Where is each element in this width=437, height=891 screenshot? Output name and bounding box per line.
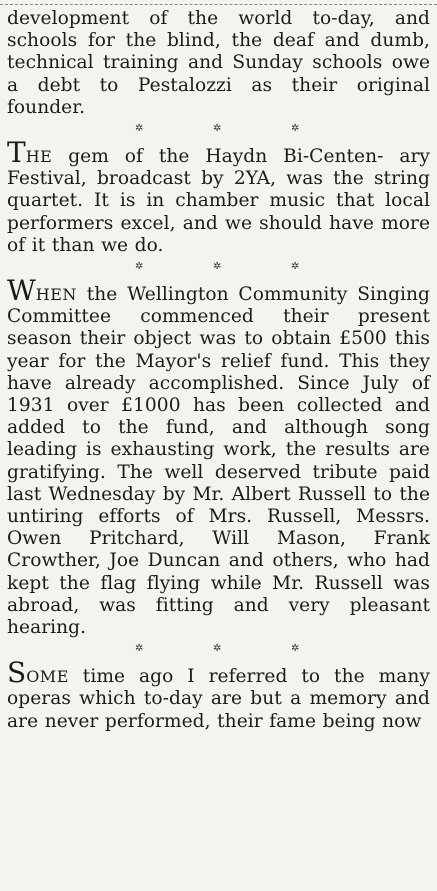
article-column: [7, 8, 430, 733]
asterism-icon: ✲: [213, 261, 222, 273]
drop-cap: S: [7, 656, 27, 690]
asterism-icon: ✲: [213, 643, 222, 655]
section-separator: [7, 119, 430, 143]
section-separator: [7, 639, 430, 663]
paragraph-haydn: [7, 136, 430, 257]
asterism-icon: ✲: [135, 123, 144, 135]
top-rule: [0, 4, 437, 5]
paragraph-pestalozzi: [7, 8, 430, 119]
paragraph-text: development of the world to-day, and schools for the blind, the deaf and dumb, technical training and Sunday schools owe a debt to Pestalozzi as their original founder.: [7, 8, 430, 118]
drop-cap: T: [7, 136, 26, 170]
paragraph-text: ary Festival, broadcast by 2YA, was the string quartet. It is in chamber music that local performers excel, and we should have more of it than we do.: [7, 146, 430, 256]
first-line-text: time ago I referred to the: [68, 666, 365, 688]
section-separator: [7, 257, 430, 281]
first-line-text: the Wellington Community: [76, 284, 348, 306]
paragraph-operas: [7, 656, 430, 733]
drop-cap: W: [7, 274, 36, 308]
first-line-text: gem of the Haydn Bi-Centen-: [52, 146, 384, 168]
opening-caps: HE: [25, 147, 53, 167]
asterism-icon: ✲: [291, 261, 300, 273]
asterism-icon: ✲: [213, 123, 222, 135]
asterism-icon: ✲: [291, 643, 300, 655]
asterism-icon: ✲: [135, 261, 144, 273]
opening-caps: HEN: [35, 285, 77, 305]
paragraph-community-singing: [7, 274, 431, 639]
paragraph-text: Singing Committee commenced their present season their object was to obtain £500 this year for the Mayor's relief fund. This they have already accomplished. Since July of 1931 over £1000 has been collected and added to the fund, and although song leading is exhausting work, the results are gratifying. The well deserved tribute paid last Wednesday by Mr. Albert Russell to the untiring efforts of Mrs. Russell, Messrs. Owen Pritchard, Will Mason, Frank Crowther, Joe Duncan and others, who had kept the flag flying while Mr. Russell was abroad, was fitting and very pleasant hearing.: [7, 284, 431, 639]
asterism-icon: ✲: [291, 123, 300, 135]
asterism-icon: ✲: [135, 643, 144, 655]
opening-caps: OME: [26, 667, 69, 687]
paragraph-text: many operas which to-day are but a memory and are never performed, their fame being now: [7, 666, 430, 732]
